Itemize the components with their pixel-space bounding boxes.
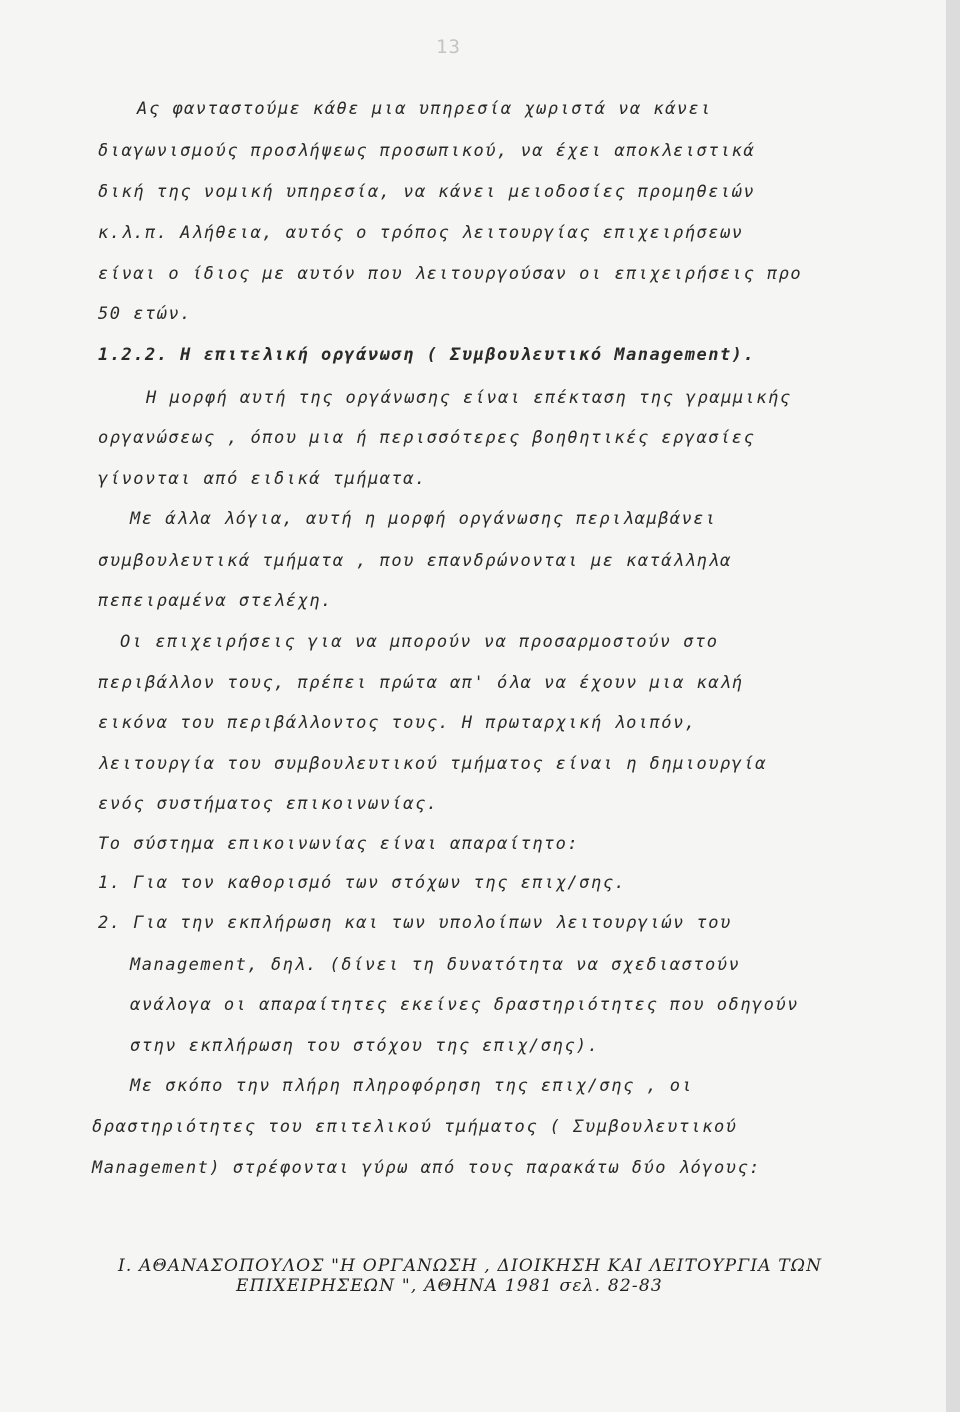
text-line: Το σύστημα επικοινωνίας είναι απαραίτητο: (98, 834, 580, 854)
text-line: στην εκπλήρωση του στόχου της επιχ/σης). (130, 1036, 600, 1056)
text-line: οργανώσεως , όπου μια ή περισσότερες βοηθητικές εργασίες (98, 428, 756, 448)
text-line: διαγωνισμούς προσλήψεως προσωπικού, να έχει αποκλειστικά (98, 141, 756, 161)
text-line: ανάλογα οι απαραίτητες εκείνες δραστηριότητες που οδηγούν (130, 995, 799, 1015)
text-line: 50 ετών. (98, 304, 192, 324)
text-line: δραστηριότητες του επιτελικού τμήματος ( Συμβουλευτικού (92, 1117, 738, 1137)
text-line: 1. Για τον καθορισμό των στόχων της επιχ/σης. (98, 873, 627, 893)
text-line: εικόνα του περιβάλλοντος τους. Η πρωταρχική λοιπόν, (98, 713, 697, 733)
text-line: Management, δηλ. (δίνει τη δυνατότητα να σχεδιαστούν (130, 955, 741, 975)
text-line: Η μορφή αυτή της οργάνωσης είναι επέκταση της γραμμικής (146, 388, 792, 408)
text-line: είναι ο ίδιος με αυτόν που λειτουργούσαν οι επιχειρήσεις προ (98, 264, 803, 284)
text-line: Με άλλα λόγια, αυτή η μορφή οργάνωσης περιλαμβάνει (130, 509, 717, 529)
text-line: κ.λ.π. Αλήθεια, αυτός ο τρόπος λειτουργίας επιχειρήσεων (98, 223, 744, 243)
text-line: περιβάλλον τους, πρέπει πρώτα απ' όλα να έχουν μια καλή (98, 673, 744, 693)
text-line: Οι επιχειρήσεις για να μπορούν να προσαρμοστούν στο (120, 632, 719, 652)
page-edge (946, 0, 960, 1412)
text-line: γίνονται από ειδικά τμήματα. (98, 469, 427, 489)
text-line: πεπειραμένα στελέχη. (98, 591, 333, 611)
text-line: δική της νομική υπηρεσία, να κάνει μειοδοσίες προμηθειών (98, 182, 756, 202)
text-line: ενός συστήματος επικοινωνίας. (98, 794, 439, 814)
text-line: Ας φανταστούμε κάθε μια υπηρεσία χωριστά να κάνει (137, 99, 713, 119)
page-number: 13 (436, 36, 461, 58)
text-line: Management) στρέφονται γύρω από τους παρακάτω δύο λόγους: (92, 1158, 761, 1178)
text-line: 2. Για την εκπλήρωση και των υπολοίπων λειτουργιών του (98, 913, 732, 933)
footnote-line: Ι. ΑΘΑΝΑΣΟΠΟΥΛΟΣ "Η ΟΡΓΑΝΩΣΗ , ΔΙΟΙΚΗΣΗ ΚΑΙ ΛΕΙΤΟΥΡΓΙΑ ΤΩΝ (118, 1256, 823, 1276)
section-heading: 1.2.2. Η επιτελική οργάνωση ( Συμβουλευτικό Management). (98, 345, 756, 365)
text-line: Με σκόπο την πλήρη πληροφόρηση της επιχ/σης , οι (130, 1076, 694, 1096)
footnote-line: ΕΠΙΧΕΙΡΗΣΕΩΝ ", ΑΘΗΝΑ 1981 σελ. 82-83 (236, 1276, 663, 1296)
text-line: συμβουλευτικά τμήματα , που επανδρώνονται με κατάλληλα (98, 551, 732, 571)
text-line: λειτουργία του συμβουλευτικού τμήματος είναι η δημιουργία (98, 754, 767, 774)
